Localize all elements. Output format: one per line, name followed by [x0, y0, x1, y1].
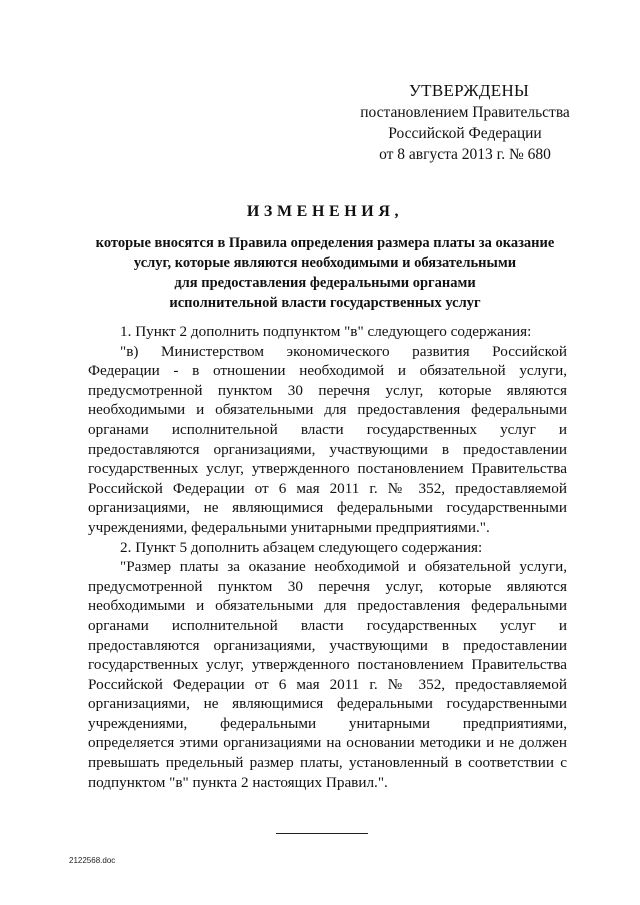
end-divider — [276, 833, 368, 834]
document-subtitle-line: для предоставления федеральными органами — [174, 275, 476, 291]
file-name-footer: 2122568.doc — [69, 856, 116, 865]
item-1-intro: 1. Пункт 2 дополнить подпунктом "в" следующего содержания: — [120, 323, 532, 340]
approval-line-resolution: постановлением Правительства — [360, 104, 570, 121]
approval-title: УТВЕРЖДЕНЫ — [408, 81, 530, 100]
item-2-text: "Размер платы за оказание необходимой и обязательной услуги, предусмотренной пунктом 30 перечня услуг, которые являются необходимыми и обязательными для предоставления федеральными органами исполнительной власти государственных услуг и предоставляются организациями, участвующими в предоставлении государственных услуг, утвержденного постановлением Правительства Российской Федерации от 6 мая 2011 г. № 352, предоставляемой организациями, не являющимися федеральными государственными учреждениями, федеральными унитарными предприятиями, определяется этими организациями на основании методики и не должен превышать предельный размер платы, установленный в соответствии с подпунктом "в" пункта 2 настоящих Правил.". — [88, 558, 567, 791]
item-1-text: "в) Министерством экономического развития Российской Федерации - в отношении необходимой и обязательной услуги, предусмотренной пунктом 30 перечня услуг, которые являются необходимыми и обязательными для предоставления федеральными органами исполнительной власти государственных услуг и предоставляются организациями, участвующими в предоставлении государственных услуг, утвержденного постановлением Правительства Российской Федерации от 6 мая 2011 г. № 352, предоставляемой организациями, не являющимися федеральными государственными учреждениями, федеральными унитарными предприятиями.". — [88, 342, 567, 536]
document-heading — [70, 203, 580, 313]
document-subtitle-line: исполнительной власти государственных услуг — [169, 295, 481, 311]
approval-line-date-number: от 8 августа 2013 г. № 680 — [379, 146, 551, 163]
approval-line-federation: Российской Федерации — [388, 125, 542, 142]
document-subtitle-line: которые вносятся в Правила определения размера платы за оказание — [95, 235, 555, 251]
approval-stamp — [330, 80, 600, 165]
document-title: ИЗМЕНЕНИЯ, — [246, 203, 404, 220]
item-2-intro: 2. Пункт 5 дополнить абзацем следующего содержания: — [120, 538, 483, 556]
document-body — [88, 322, 567, 792]
document-subtitle-line: услуг, которые являются необходимыми и обязательными — [133, 255, 517, 271]
